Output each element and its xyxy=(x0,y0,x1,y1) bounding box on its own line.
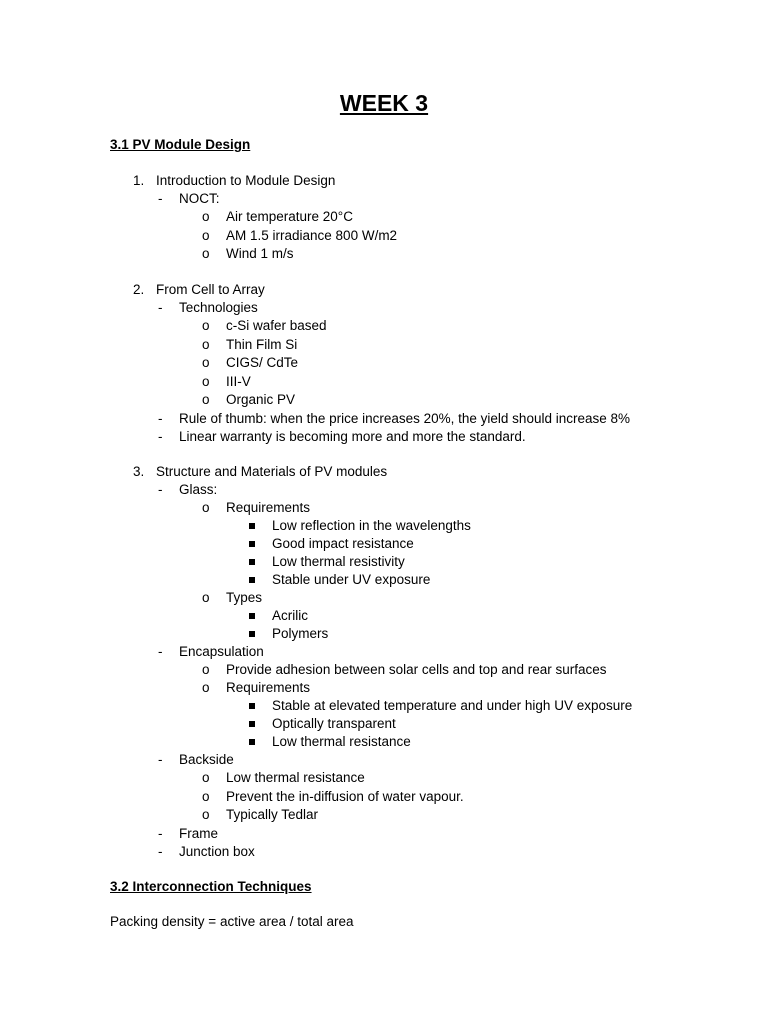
list-item: Low reflection in the wavelengths xyxy=(272,518,471,533)
list-item: Types xyxy=(226,590,263,605)
list-item: Optically transparent xyxy=(272,716,396,731)
dash-marker: - xyxy=(158,191,163,206)
list-item-label: Introduction to Module Design xyxy=(156,173,336,188)
list-item: Prevent the in-diffusion of water vapour. xyxy=(226,789,464,804)
list-item: Wind 1 m/s xyxy=(226,246,294,261)
list-item: Acrilic xyxy=(272,608,308,623)
circle-bullet: o xyxy=(202,500,210,515)
page-title: WEEK 3 xyxy=(339,90,429,116)
circle-bullet: o xyxy=(202,355,210,370)
square-bullet xyxy=(249,518,255,534)
list-number: 2. xyxy=(133,282,145,297)
list-item: Air temperature 20°C xyxy=(226,209,353,224)
dash-marker: - xyxy=(158,482,163,497)
square-bullet xyxy=(249,716,255,732)
square-bullet xyxy=(249,554,255,570)
list-item: Good impact resistance xyxy=(272,536,414,551)
dash-marker: - xyxy=(158,826,163,841)
list-item-label: From Cell to Array xyxy=(156,282,265,297)
dash-marker: - xyxy=(158,844,163,859)
circle-bullet: o xyxy=(202,228,210,243)
square-bullet xyxy=(249,698,255,714)
list-item: Organic PV xyxy=(226,392,296,407)
circle-bullet: o xyxy=(202,209,210,224)
square-bullet xyxy=(249,608,255,624)
circle-bullet: o xyxy=(202,662,210,677)
dash-marker: - xyxy=(158,429,163,444)
list-item: Requirements xyxy=(226,680,311,695)
circle-bullet: o xyxy=(202,590,210,605)
circle-bullet: o xyxy=(202,807,210,822)
square-bullet xyxy=(249,734,255,750)
body-text: Packing density = active area / total area xyxy=(110,914,354,929)
square-bullet xyxy=(249,572,255,588)
list-item: Stable at elevated temperature and under high UV exposure xyxy=(272,698,633,713)
dash-marker: - xyxy=(158,644,163,659)
list-number: 3. xyxy=(133,464,145,479)
list-item: Linear warranty is becoming more and more the standard. xyxy=(179,429,526,444)
list-item: Encapsulation xyxy=(179,644,264,659)
list-item: Technologies xyxy=(179,300,258,315)
circle-bullet: o xyxy=(202,246,210,261)
circle-bullet: o xyxy=(202,680,210,695)
list-item: Provide adhesion between solar cells and top and rear surfaces xyxy=(226,662,607,677)
list-item: Rule of thumb: when the price increases 20%, the yield should increase 8% xyxy=(179,411,631,426)
circle-bullet: o xyxy=(202,770,210,785)
circle-bullet: o xyxy=(202,789,210,804)
list-item: Low thermal resistance xyxy=(272,734,411,749)
list-item: Requirements xyxy=(226,500,311,515)
circle-bullet: o xyxy=(202,337,210,352)
square-bullet xyxy=(249,536,255,552)
list-item: Thin Film Si xyxy=(226,337,298,352)
list-item: III-V xyxy=(226,374,251,389)
list-item: Backside xyxy=(179,752,234,767)
list-item: Low thermal resistivity xyxy=(272,554,405,569)
list-item: Frame xyxy=(179,826,219,841)
square-bullet xyxy=(249,626,255,642)
list-number: 1. xyxy=(133,173,145,188)
section-heading-3-2: 3.2 Interconnection Techniques xyxy=(110,879,312,894)
circle-bullet: o xyxy=(202,374,210,389)
list-item: Typically Tedlar xyxy=(226,807,319,822)
list-item: AM 1.5 irradiance 800 W/m2 xyxy=(226,228,398,243)
dash-marker: - xyxy=(158,411,163,426)
list-item: Low thermal resistance xyxy=(226,770,365,785)
list-item: NOCT: xyxy=(179,191,220,206)
list-item: Glass: xyxy=(179,482,218,497)
list-item: Stable under UV exposure xyxy=(272,572,431,587)
list-item: CIGS/ CdTe xyxy=(226,355,299,370)
list-item: Polymers xyxy=(272,626,329,641)
circle-bullet: o xyxy=(202,318,210,333)
dash-marker: - xyxy=(158,300,163,315)
circle-bullet: o xyxy=(202,392,210,407)
section-heading-3-1: 3.1 PV Module Design xyxy=(110,137,251,152)
list-item: c-Si wafer based xyxy=(226,318,327,333)
dash-marker: - xyxy=(158,752,163,767)
list-item-label: Structure and Materials of PV modules xyxy=(156,464,388,479)
list-item: Junction box xyxy=(179,844,255,859)
